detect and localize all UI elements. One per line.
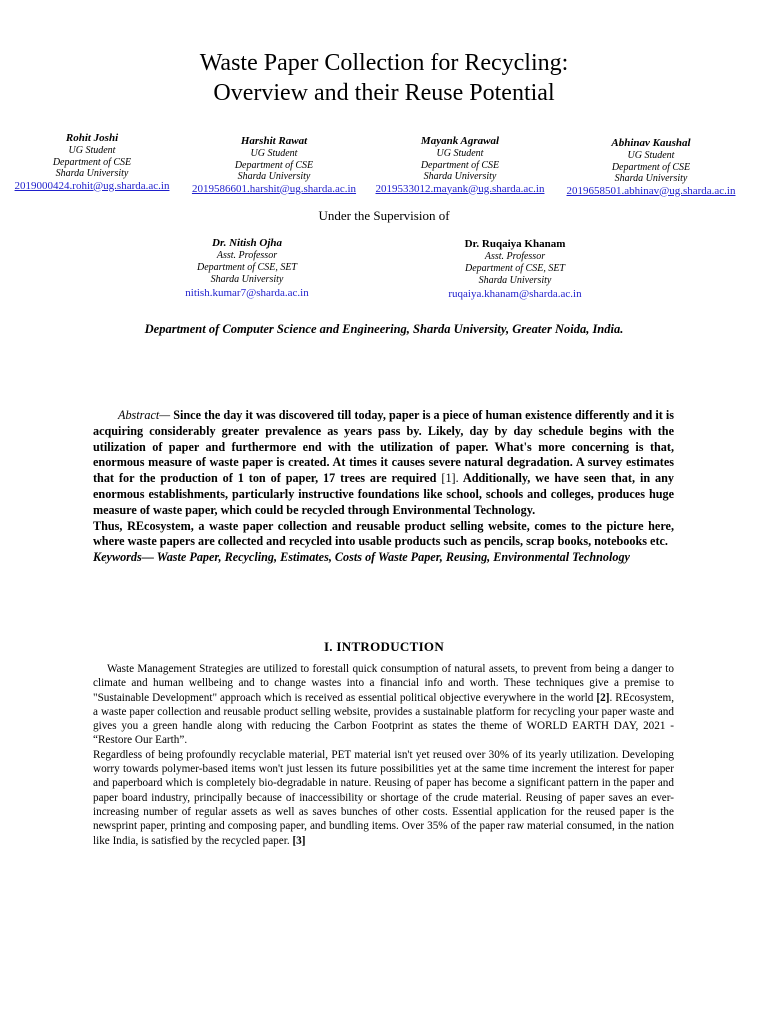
author-role: UG Student [627,150,675,161]
supervisor-block [162,236,332,300]
title-line-2: Overview and their Reuse Potential [213,80,555,106]
citation-link[interactable]: [2] [596,691,610,704]
abstract-text: Since the day it was discovered till today, paper is a piece of human existence differently and it is acquiring considerably greater prevalence as years pass by. Likely, day by day schedule begins with the utilization of paper and furthermore end with the utilization of paper. What's more concerning is that, enormous measure of waste paper is created. At times it causes severe natural degradation. A survey estimates that for the production of 1 ton of paper, 17 trees are required [93,408,674,486]
author-name: Harshit Rawat [240,135,308,147]
section-heading-introduction: I. INTRODUCTION [323,639,445,654]
author-univ: Sharda University [237,171,311,182]
supervisor-email-link[interactable]: ruqaiya.khanam@sharda.ac.in [448,288,582,300]
author-name: Mayank Agrawal [420,135,500,147]
author-email-link[interactable]: 2019658501.abhinav@ug.sharda.ac.in [566,184,736,197]
author-block [368,135,552,196]
intro-text: Waste Management Strategies are utilized to forestall quick consumption of natural assets, to prevent from being a danger to climate and human wellbeing and to change wastes into a financial info and worth. These techniques give a premise to "Sustainable Development" approach which is received as essential political objective everywhere in the world [93,663,674,704]
author-block [4,132,180,193]
keywords-label: Keywords— [93,550,154,565]
affiliation: Department of Computer Science and Engineering, Sharda University, Greater Noida, India. [144,322,624,336]
author-email-link[interactable]: 2019586601.harshit@ug.sharda.ac.in [191,182,357,195]
introduction-section [93,662,674,848]
abstract-label: Abstract— [118,408,171,422]
abstract-section [93,408,674,566]
supervisor-univ: Sharda University [478,275,552,286]
author-univ: Sharda University [614,173,688,184]
author-dept: Department of CSE [611,161,691,173]
keywords [93,550,674,566]
supervisor-dept: Department of CSE, SET [197,262,297,273]
abstract-paragraph [93,408,674,519]
author-dept: Department of CSE [420,159,500,171]
supervisor-role: Asst. Professor [216,250,278,261]
supervisor-name: Dr. Ruqaiya Khanam [464,238,566,250]
author-email-link[interactable]: 2019000424.rohit@ug.sharda.ac.in [14,179,170,192]
supervision-label: Under the Supervision of [318,208,450,223]
abstract-paragraph: Thus, REcosystem, a waste paper collection and reusable product selling website, comes to the picture here, where waste papers are collected and recycled into usable products such as pencils, scrap books, notebooks etc. [93,518,674,549]
author-univ: Sharda University [55,168,129,179]
author-dept: Department of CSE [52,156,132,168]
author-block [184,135,364,196]
author-role: UG Student [250,148,298,159]
intro-paragraph [93,662,674,748]
supervisor-dept: Department of CSE, SET [465,263,565,274]
supervisor-univ: Sharda University [210,274,284,285]
author-name: Rohit Joshi [65,132,119,144]
author-name: Abhinav Kaushal [611,137,691,149]
supervisor-role: Asst. Professor [484,251,546,262]
author-dept: Department of CSE [234,159,314,171]
abstract-text: Additionally, we have seen that, in any enormous establishments, particularly instructive foundations like school, schools and colleges, produces huge measure of waste paper, which could be recycled through Environmental Technology. [93,471,675,517]
author-role: UG Student [436,148,484,159]
supervisor-email-link[interactable]: nitish.kumar7@sharda.ac.in [185,287,309,299]
citation-link[interactable]: [1]. [441,471,459,486]
keywords-text: Waste Paper, Recycling, Estimates, Costs of Waste Paper, Reusing, Environmental Technology [153,550,630,565]
intro-text: , a waste paper collection and reusable product selling website, provides a sustainable platform for recycling your paper waste and gives you a green handle along with reducing the Carbon Footprint as states the theme of WORLD EARTH DAY, 2021 - “Restore Our Earth”. [93,691,675,747]
intro-text: . REcosystem [609,691,672,704]
author-role: UG Student [68,145,116,156]
author-univ: Sharda University [423,171,497,182]
supervisor-block [420,237,610,301]
supervisor-name: Dr. Nitish Ojha [212,237,282,249]
intro-paragraph [93,748,674,848]
citation-link[interactable]: [3] [292,834,306,847]
title-line-1: Waste Paper Collection for Recycling: [199,50,569,76]
author-block [558,137,744,198]
paper-title [0,48,768,108]
intro-text: Regardless of being profoundly recyclable material, PET material isn't yet reused over 30% of its yearly utilization. Developing worry towards polymer-based items won't just lessen its future possibilities yet at the same time increment the interest for paper and paperboard which is completely bio-degradable in nature. Reusing of paper has become a significant pattern in the paper and paper board industry, principally because of inaccessibility or shortage of the crude material. Reusing of paper saves an ever-increasing number of regular assets as well as saves bunches of other costs. Essential application for the reused paper is the newsprint paper, printing and composing paper, and bundling items. Over 35% of the paper raw material consumed, in the nation like India, is satisfied by the recycled paper. [93,748,674,847]
author-email-link[interactable]: 2019533012.mayank@ug.sharda.ac.in [375,182,545,195]
